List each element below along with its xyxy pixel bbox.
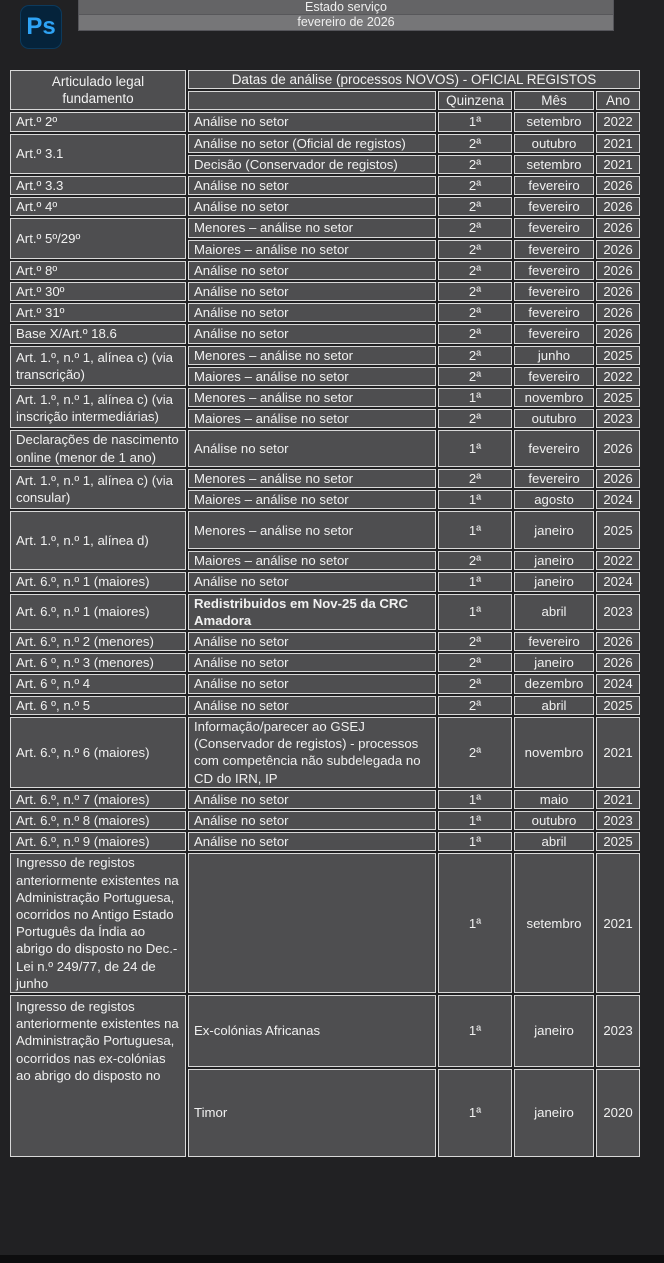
- mes-cell: janeiro: [514, 653, 594, 672]
- description-cell: Análise no setor: [188, 790, 436, 809]
- ano-cell: 2026: [596, 282, 640, 301]
- quinzena-cell: 1ª: [438, 490, 512, 509]
- mes-cell: agosto: [514, 490, 594, 509]
- description-cell: Análise no setor: [188, 572, 436, 591]
- quinzena-cell: 1ª: [438, 511, 512, 549]
- description-cell: Análise no setor: [188, 112, 436, 131]
- article-cell: Art. 6.º, n.º 6 (maiores): [10, 717, 186, 788]
- ano-cell: 2026: [596, 176, 640, 195]
- mes-cell: fevereiro: [514, 218, 594, 237]
- quinzena-cell: 2ª: [438, 324, 512, 343]
- mes-cell: abril: [514, 832, 594, 851]
- description-cell: Ex-colónias Africanas: [188, 995, 436, 1067]
- description-cell: Análise no setor: [188, 324, 436, 343]
- mes-cell: janeiro: [514, 1069, 594, 1157]
- ano-cell: 2021: [596, 155, 640, 174]
- table-header-row: [10, 70, 640, 89]
- mes-cell: abril: [514, 696, 594, 715]
- quinzena-cell: 2ª: [438, 134, 512, 153]
- quinzena-cell: 2ª: [438, 261, 512, 280]
- mes-cell: junho: [514, 346, 594, 365]
- table-row: [10, 261, 640, 280]
- table-row: [10, 832, 640, 851]
- article-cell: Art. 1.º, n.º 1, alínea c) (via inscrição intermediárias): [10, 388, 186, 428]
- ano-cell: 2021: [596, 853, 640, 993]
- quinzena-cell: 2ª: [438, 717, 512, 788]
- ano-cell: 2026: [596, 469, 640, 488]
- mes-cell: fevereiro: [514, 282, 594, 301]
- quinzena-cell: 2ª: [438, 218, 512, 237]
- mes-cell: fevereiro: [514, 430, 594, 466]
- ano-cell: 2026: [596, 303, 640, 322]
- description-cell: Menores – análise no setor: [188, 469, 436, 488]
- table-row: [10, 853, 640, 993]
- mes-cell: fevereiro: [514, 176, 594, 195]
- report-subtitle: fevereiro de 2026: [79, 15, 613, 30]
- description-cell: Timor: [188, 1069, 436, 1157]
- ano-cell: 2021: [596, 790, 640, 809]
- ano-cell: 2020: [596, 1069, 640, 1157]
- mes-cell: setembro: [514, 112, 594, 131]
- description-cell: Menores – análise no setor: [188, 346, 436, 365]
- article-cell: Art.º 5º/29º: [10, 218, 186, 258]
- mes-cell: novembro: [514, 388, 594, 407]
- ano-cell: 2026: [596, 430, 640, 466]
- ano-cell: 2026: [596, 261, 640, 280]
- article-cell: Art. 6 º, n.º 5: [10, 696, 186, 715]
- ano-cell: 2023: [596, 594, 640, 630]
- mes-cell: fevereiro: [514, 303, 594, 322]
- table-row: [10, 995, 640, 1067]
- description-cell: Análise no setor: [188, 653, 436, 672]
- table-row: [10, 324, 640, 343]
- article-cell: Base X/Art.º 18.6: [10, 324, 186, 343]
- report-title-bar: [78, 0, 614, 31]
- mes-cell: fevereiro: [514, 324, 594, 343]
- article-cell: Art.º 3.3: [10, 176, 186, 195]
- quinzena-cell: 1ª: [438, 1069, 512, 1157]
- article-cell: Art.º 3.1: [10, 134, 186, 174]
- description-cell: Análise no setor: [188, 282, 436, 301]
- ano-cell: 2022: [596, 367, 640, 386]
- article-cell: Art. 6 º, n.º 4: [10, 674, 186, 693]
- description-cell: Maiores – análise no setor: [188, 367, 436, 386]
- description-cell: Análise no setor: [188, 303, 436, 322]
- mes-cell: dezembro: [514, 674, 594, 693]
- article-cell: Art.º 8º: [10, 261, 186, 280]
- quinzena-cell: 1ª: [438, 832, 512, 851]
- quinzena-cell: 2ª: [438, 551, 512, 570]
- ano-cell: 2025: [596, 346, 640, 365]
- article-cell: Ingresso de registos anteriormente existentes na Administração Portuguesa, ocorridos no Antigo Estado Português da Índia ao abrigo do disposto no Dec.-Lei n.º 249/77, de 24 de junho: [10, 853, 186, 993]
- mes-cell: fevereiro: [514, 367, 594, 386]
- table-row: [10, 653, 640, 672]
- article-cell: Art. 6 º, n.º 3 (menores): [10, 653, 186, 672]
- description-cell: Análise no setor: [188, 261, 436, 280]
- quinzena-cell: 2ª: [438, 197, 512, 216]
- mes-cell: setembro: [514, 853, 594, 993]
- mes-cell: fevereiro: [514, 261, 594, 280]
- mes-cell: fevereiro: [514, 632, 594, 651]
- photoshop-icon-label: Ps: [26, 13, 56, 40]
- quinzena-cell: 2ª: [438, 282, 512, 301]
- col-header-ano: Ano: [596, 91, 640, 110]
- mes-cell: maio: [514, 790, 594, 809]
- mes-cell: fevereiro: [514, 469, 594, 488]
- table-row: [10, 197, 640, 216]
- ano-cell: 2026: [596, 240, 640, 259]
- quinzena-cell: 2ª: [438, 469, 512, 488]
- article-cell: Art. 6.º, n.º 7 (maiores): [10, 790, 186, 809]
- quinzena-cell: 2ª: [438, 632, 512, 651]
- table-row: [10, 572, 640, 591]
- table-row: [10, 218, 640, 237]
- table-row: [10, 469, 640, 488]
- description-cell: Maiores – análise no setor: [188, 240, 436, 259]
- ano-cell: 2021: [596, 134, 640, 153]
- quinzena-cell: 2ª: [438, 674, 512, 693]
- mes-cell: setembro: [514, 155, 594, 174]
- mes-cell: outubro: [514, 811, 594, 830]
- table-row: [10, 594, 640, 630]
- article-cell: Art. 6.º, n.º 2 (menores): [10, 632, 186, 651]
- description-cell: Maiores – análise no setor: [188, 551, 436, 570]
- table-row: [10, 430, 640, 466]
- quinzena-cell: 2ª: [438, 240, 512, 259]
- ano-cell: 2021: [596, 717, 640, 788]
- article-cell: Art.º 2º: [10, 112, 186, 131]
- table-row: [10, 303, 640, 322]
- ano-cell: 2025: [596, 511, 640, 549]
- description-cell: Menores – análise no setor: [188, 511, 436, 549]
- article-cell: Art. 1.º, n.º 1, alínea d): [10, 511, 186, 570]
- table-row: [10, 134, 640, 153]
- table-row: [10, 717, 640, 788]
- table-row: [10, 388, 640, 407]
- col-header-quinzena: Quinzena: [438, 91, 512, 110]
- quinzena-cell: 2ª: [438, 303, 512, 322]
- table-row: [10, 176, 640, 195]
- mes-cell: outubro: [514, 134, 594, 153]
- table-row: [10, 112, 640, 131]
- mes-cell: abril: [514, 594, 594, 630]
- article-cell: Declarações de nascimento online (menor de 1 ano): [10, 430, 186, 466]
- quinzena-cell: 1ª: [438, 572, 512, 591]
- table-row: [10, 674, 640, 693]
- table-row: [10, 282, 640, 301]
- article-cell: Art. 6.º, n.º 1 (maiores): [10, 594, 186, 630]
- quinzena-cell: 1ª: [438, 430, 512, 466]
- quinzena-cell: 1ª: [438, 112, 512, 131]
- mes-cell: janeiro: [514, 572, 594, 591]
- ano-cell: 2025: [596, 832, 640, 851]
- description-cell: Análise no setor: [188, 832, 436, 851]
- mes-cell: fevereiro: [514, 240, 594, 259]
- quinzena-cell: 2ª: [438, 653, 512, 672]
- description-cell: Informação/parecer ao GSEJ (Conservador de registos) - processos com competência não subdelegada no CD do IRN, IP: [188, 717, 436, 788]
- quinzena-cell: 1ª: [438, 995, 512, 1067]
- quinzena-cell: 1ª: [438, 853, 512, 993]
- photoshop-app-icon[interactable]: [20, 5, 62, 49]
- description-cell: Análise no setor (Oficial de registos): [188, 134, 436, 153]
- ano-cell: 2024: [596, 490, 640, 509]
- description-cell: Análise no setor: [188, 811, 436, 830]
- quinzena-cell: 2ª: [438, 409, 512, 428]
- description-cell: Menores – análise no setor: [188, 218, 436, 237]
- col-header-mes: Mês: [514, 91, 594, 110]
- quinzena-cell: 1ª: [438, 811, 512, 830]
- ano-cell: 2024: [596, 674, 640, 693]
- mes-cell: janeiro: [514, 511, 594, 549]
- description-cell: [188, 853, 436, 993]
- article-cell: Art.º 30º: [10, 282, 186, 301]
- table-row: [10, 811, 640, 830]
- ano-cell: 2024: [596, 572, 640, 591]
- description-cell: Menores – análise no setor: [188, 388, 436, 407]
- ano-cell: 2022: [596, 551, 640, 570]
- ano-cell: 2026: [596, 324, 640, 343]
- status-table: [8, 68, 642, 1159]
- quinzena-cell: 1ª: [438, 790, 512, 809]
- article-cell: Art.º 4º: [10, 197, 186, 216]
- mes-cell: janeiro: [514, 995, 594, 1067]
- article-cell: Art. 6.º, n.º 9 (maiores): [10, 832, 186, 851]
- quinzena-cell: 2ª: [438, 155, 512, 174]
- table-row: [10, 632, 640, 651]
- mes-cell: fevereiro: [514, 197, 594, 216]
- quinzena-cell: 1ª: [438, 388, 512, 407]
- ano-cell: 2023: [596, 995, 640, 1067]
- article-cell: Art. 1.º, n.º 1, alínea c) (via transcrição): [10, 346, 186, 386]
- ano-cell: 2026: [596, 197, 640, 216]
- table-row: [10, 696, 640, 715]
- ano-cell: 2026: [596, 218, 640, 237]
- description-cell: Análise no setor: [188, 632, 436, 651]
- description-cell: Redistribuidos em Nov-25 da CRC Amadora: [188, 594, 436, 630]
- table-row: [10, 346, 640, 365]
- description-cell: Decisão (Conservador de registos): [188, 155, 436, 174]
- description-cell: Análise no setor: [188, 674, 436, 693]
- table-row: [10, 511, 640, 549]
- ano-cell: 2023: [596, 409, 640, 428]
- ano-cell: 2025: [596, 696, 640, 715]
- mes-cell: janeiro: [514, 551, 594, 570]
- description-cell: Análise no setor: [188, 176, 436, 195]
- mes-cell: outubro: [514, 409, 594, 428]
- description-cell: Análise no setor: [188, 696, 436, 715]
- quinzena-cell: 1ª: [438, 594, 512, 630]
- col-header-article: Articulado legal fundamento: [10, 70, 186, 110]
- article-cell: Art.º 31º: [10, 303, 186, 322]
- mes-cell: novembro: [514, 717, 594, 788]
- col-header-empty: [188, 91, 436, 110]
- description-cell: Maiores – análise no setor: [188, 409, 436, 428]
- ano-cell: 2026: [596, 653, 640, 672]
- quinzena-cell: 2ª: [438, 367, 512, 386]
- article-cell: Art. 6.º, n.º 1 (maiores): [10, 572, 186, 591]
- quinzena-cell: 2ª: [438, 176, 512, 195]
- report-title: Estado serviço: [79, 0, 613, 15]
- description-cell: Análise no setor: [188, 430, 436, 466]
- description-cell: Análise no setor: [188, 197, 436, 216]
- ano-cell: 2022: [596, 112, 640, 131]
- quinzena-cell: 2ª: [438, 696, 512, 715]
- table-row: [10, 790, 640, 809]
- ano-cell: 2026: [596, 632, 640, 651]
- article-cell: Ingresso de registos anteriormente existentes na Administração Portuguesa, ocorridos nas ex-colónias ao abrigo do disposto no: [10, 995, 186, 1157]
- article-cell: Art. 1.º, n.º 1, alínea c) (via consular): [10, 469, 186, 509]
- ano-cell: 2025: [596, 388, 640, 407]
- ano-cell: 2023: [596, 811, 640, 830]
- article-cell: Art. 6.º, n.º 8 (maiores): [10, 811, 186, 830]
- quinzena-cell: 2ª: [438, 346, 512, 365]
- description-cell: Maiores – análise no setor: [188, 490, 436, 509]
- col-header-dates: Datas de análise (processos NOVOS) - OFICIAL REGISTOS: [188, 70, 640, 89]
- bottom-edge: [0, 1255, 664, 1263]
